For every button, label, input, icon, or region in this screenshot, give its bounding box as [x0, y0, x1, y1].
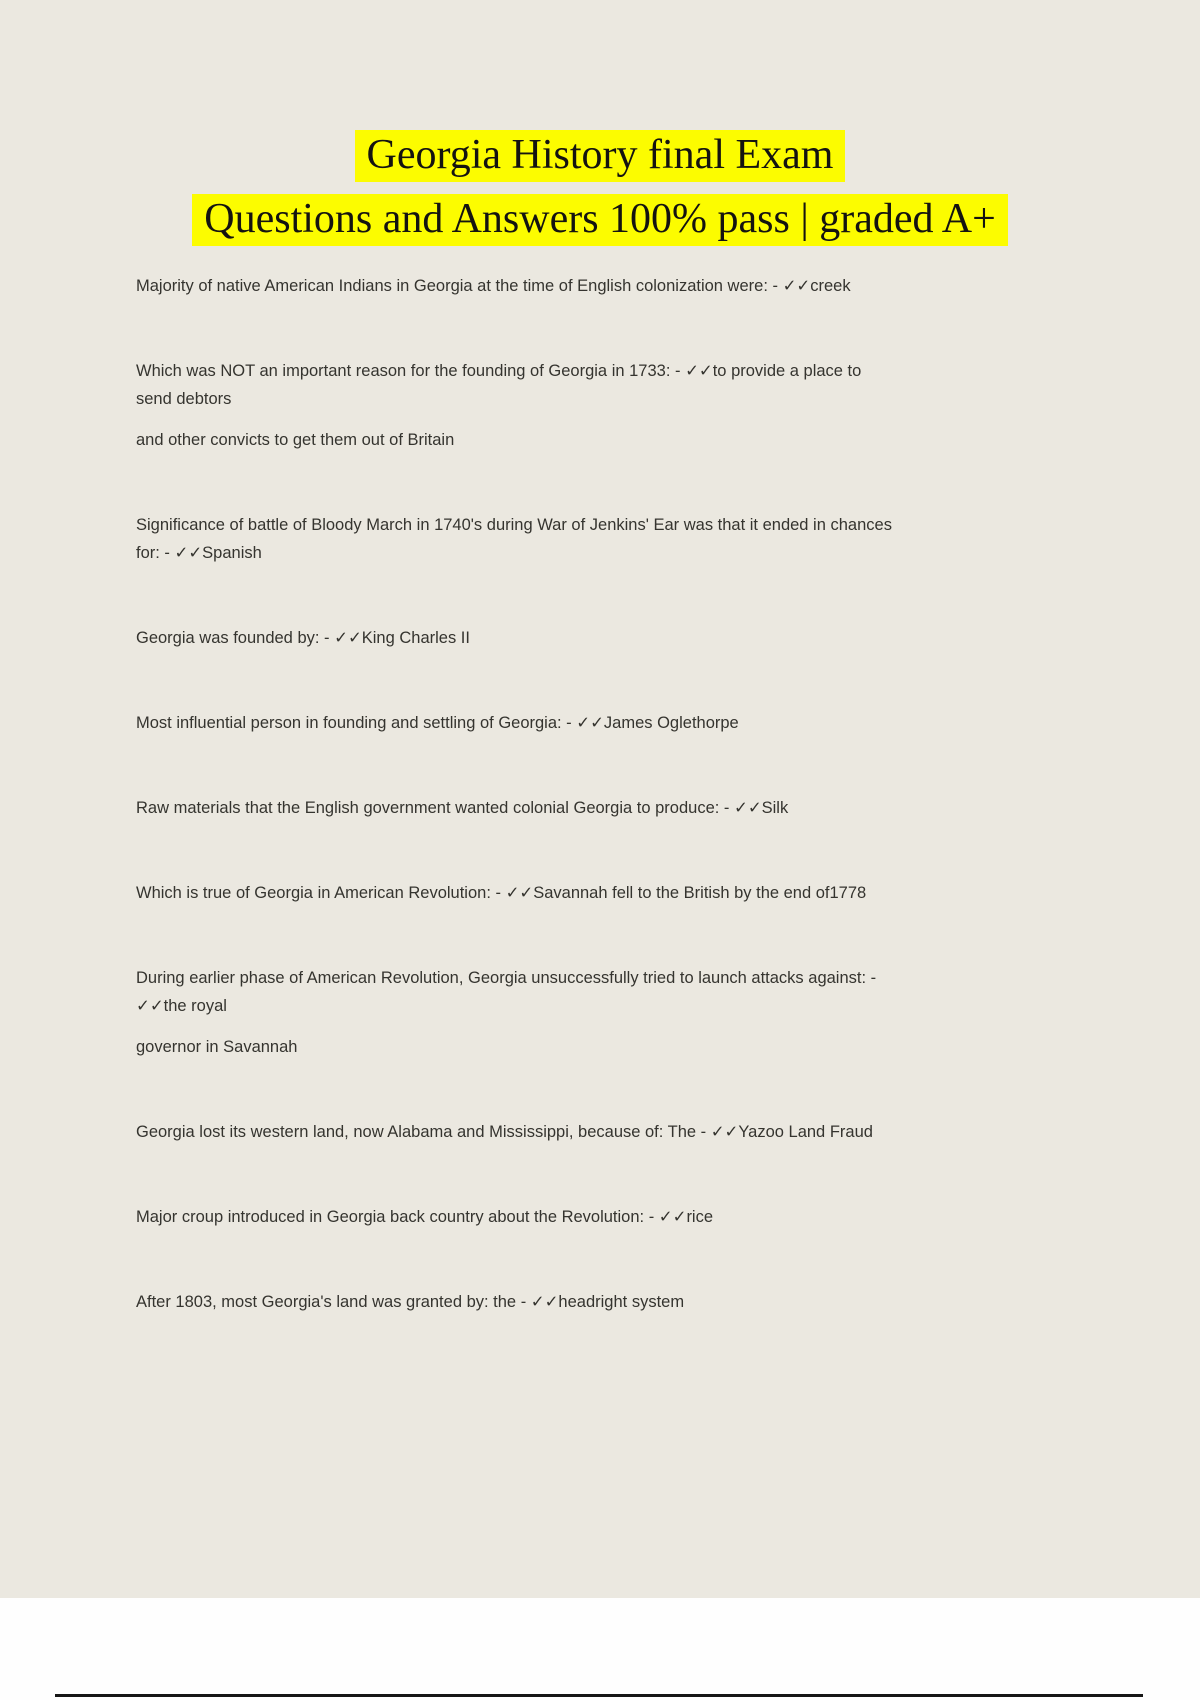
qa-paragraph — [136, 709, 1036, 737]
qa-paragraph — [136, 964, 1036, 1020]
document-title-line1 — [0, 130, 1200, 181]
qa-line: Significance of battle of Bloody March in 1740's during War of Jenkins' Ear was that it ended in chances — [136, 516, 892, 535]
qa-paragraph — [136, 624, 1036, 652]
qa-line: send debtors — [136, 390, 232, 409]
qa-paragraph — [136, 1203, 1036, 1231]
qa-line: Georgia lost its western land, now Alabama and Mississippi, because of: The - ✓✓Yazoo Land Fraud — [136, 1123, 873, 1142]
highlighted-title-text-1: Georgia History final Exam — [355, 130, 846, 182]
qa-line: During earlier phase of American Revolution, Georgia unsuccessfully tried to launch attacks against: - — [136, 969, 877, 988]
qa-paragraph — [136, 272, 1036, 300]
bottom-divider-line — [55, 1694, 1143, 1697]
qa-paragraph — [136, 794, 1036, 822]
page-bottom-margin — [0, 1598, 1200, 1700]
qa-paragraph — [136, 511, 1036, 567]
qa-line: Majority of native American Indians in Georgia at the time of English colonization were: - ✓✓creek — [136, 277, 851, 296]
title-block — [0, 0, 1200, 245]
document-title-line2 — [0, 194, 1200, 245]
qa-line: Which is true of Georgia in American Revolution: - ✓✓Savannah fell to the British by the end of1778 — [136, 884, 867, 903]
qa-line: ✓✓the royal — [136, 997, 227, 1016]
highlighted-title-text-2: Questions and Answers 100% pass | graded A+ — [192, 194, 1008, 246]
qa-paragraph — [136, 879, 1036, 907]
qa-body — [136, 272, 1036, 1316]
qa-line: Which was NOT an important reason for the founding of Georgia in 1733: - ✓✓to provide a place to — [136, 362, 862, 381]
qa-line: for: - ✓✓Spanish — [136, 544, 262, 563]
qa-line: governor in Savannah — [136, 1038, 298, 1057]
qa-paragraph — [136, 1118, 1036, 1146]
qa-line: and other convicts to get them out of Britain — [136, 431, 455, 450]
qa-paragraph — [136, 1288, 1036, 1316]
qa-line: Raw materials that the English government wanted colonial Georgia to produce: - ✓✓Silk — [136, 799, 789, 818]
qa-paragraph-continuation — [136, 1033, 1036, 1061]
qa-line: Major croup introduced in Georgia back country about the Revolution: - ✓✓rice — [136, 1208, 714, 1227]
qa-line: After 1803, most Georgia's land was granted by: the - ✓✓headright system — [136, 1293, 685, 1312]
qa-paragraph-continuation — [136, 426, 1036, 454]
qa-line: Georgia was founded by: - ✓✓King Charles II — [136, 629, 470, 648]
qa-paragraph — [136, 357, 1036, 413]
qa-line: Most influential person in founding and settling of Georgia: - ✓✓James Oglethorpe — [136, 714, 739, 733]
